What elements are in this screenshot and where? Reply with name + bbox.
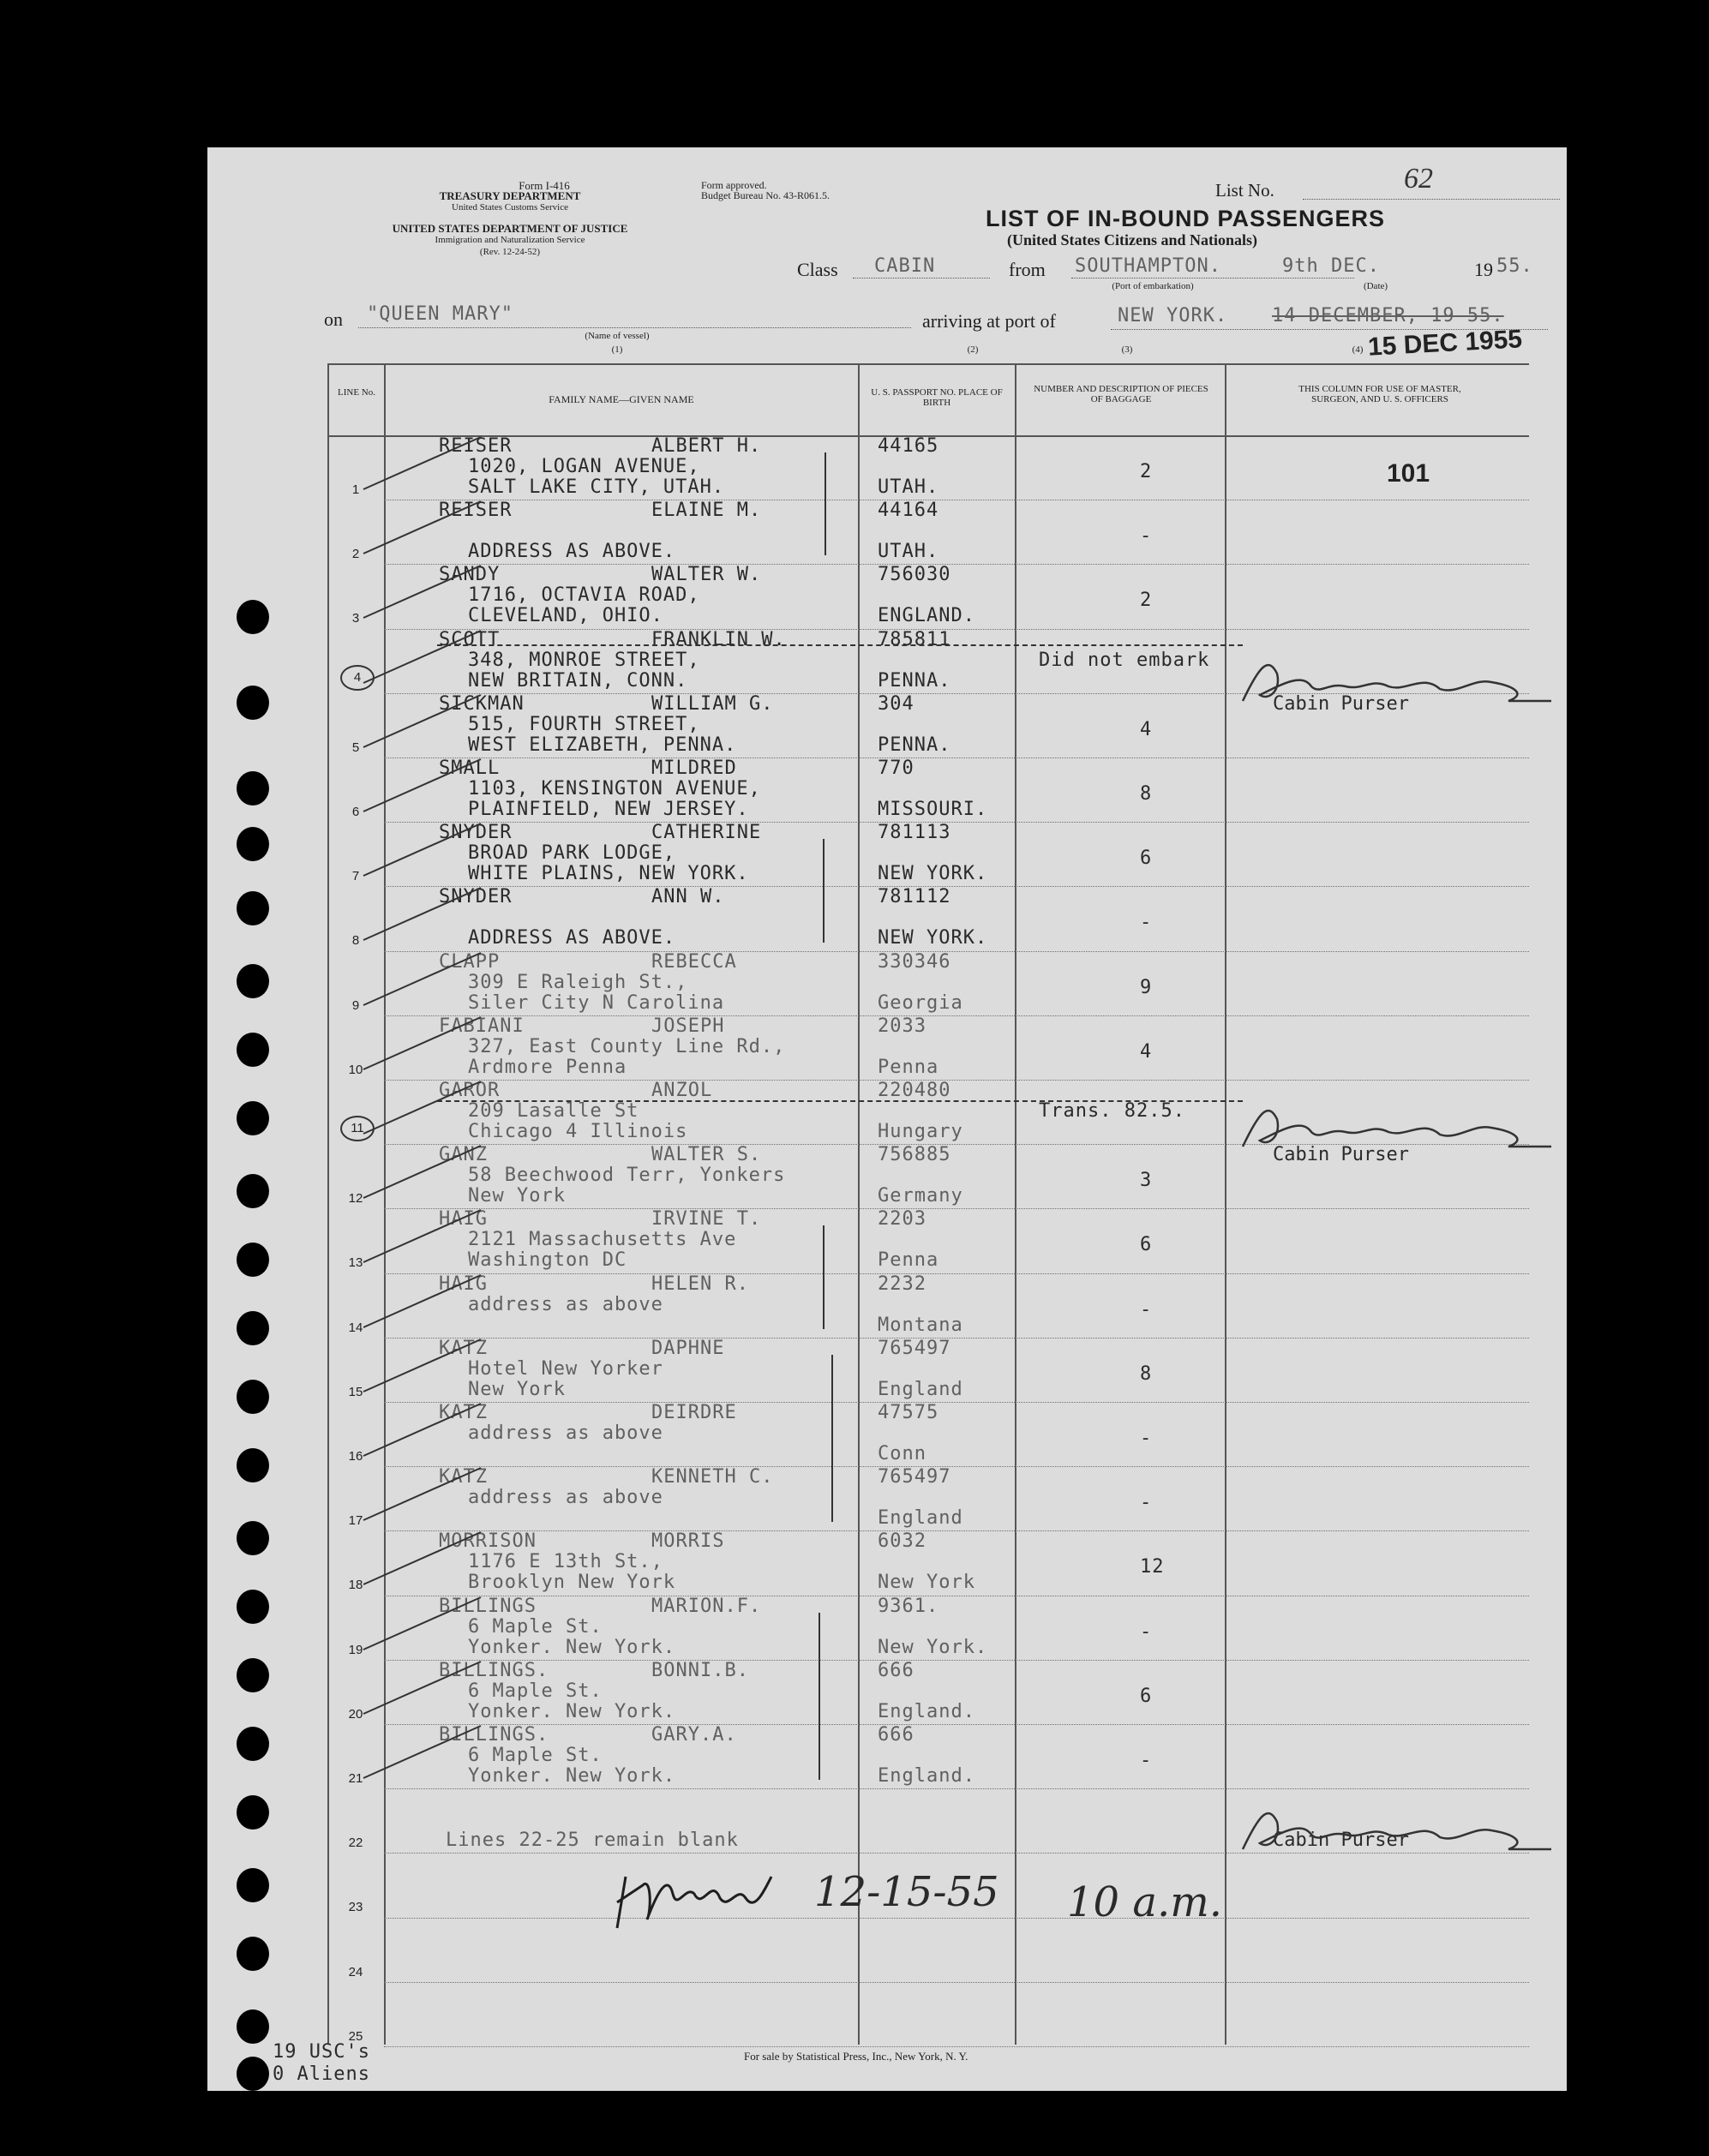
place-of-birth: Hungary [878, 1121, 963, 1142]
baggage-count: 9 [1140, 976, 1153, 998]
place-of-birth: UTAH. [878, 541, 939, 563]
header-baggage: NUMBER AND DESCRIPTION OF PIECES OF BAGGAGE [1034, 384, 1208, 404]
place-of-birth: Penna [878, 1249, 939, 1272]
given-name: JOSEPH [651, 1015, 725, 1037]
binder-hole [237, 1795, 269, 1830]
given-name: ELAINE M. [651, 500, 762, 522]
line-number: 3 [351, 611, 360, 626]
row-divider [384, 1466, 1529, 1467]
form-number: Form I-416 [519, 179, 570, 192]
tally-usc: 19 USC's [273, 2041, 370, 2063]
address-line-1: Hotel New Yorker [468, 1357, 663, 1380]
col2-note: (2) [967, 344, 979, 355]
binder-hole [237, 771, 269, 806]
family-name: KATZ [439, 1337, 488, 1359]
family-name: HAIG [439, 1273, 488, 1295]
given-name: FRANKLIN W. [651, 628, 786, 650]
given-name: DEIRDRE [651, 1402, 737, 1423]
family-bracket [825, 452, 830, 555]
place-of-birth: Georgia [878, 991, 963, 1014]
inspection-time-handwritten: 10 a.m. [1067, 1878, 1222, 1926]
line-number: 19 [348, 1642, 363, 1657]
binder-hole [237, 2057, 269, 2091]
from-note: (Port of embarkation) [1112, 281, 1194, 291]
family-name: CLAPP [439, 950, 501, 973]
address-line-1: 2121 Massachusetts Ave [468, 1229, 737, 1251]
binder-hole [237, 1448, 269, 1482]
vessel-note: (Name of vessel) [585, 331, 650, 341]
row-divider [384, 1982, 1529, 1983]
address-line-2: Yonker. New York. [468, 1636, 676, 1658]
binder-hole [237, 1101, 269, 1135]
given-name: REBECCA [651, 950, 737, 973]
port-value: NEW YORK. [1118, 305, 1228, 326]
passport-number: 304 [878, 692, 914, 715]
list-no-value: 62 [1404, 163, 1433, 195]
baggage-count: 6 [1140, 1685, 1153, 1707]
family-name: BILLINGS [439, 1595, 537, 1617]
baggage-count: 12 [1140, 1556, 1165, 1578]
line-number: 7 [351, 869, 360, 884]
binder-hole [237, 827, 269, 861]
address-line-2: Ardmore Penna [468, 1056, 627, 1078]
family-name: BILLINGS. [439, 1724, 549, 1746]
family-name: KATZ [439, 1466, 488, 1488]
inspector-signature [600, 1860, 789, 1937]
binder-hole [237, 1590, 269, 1624]
address-line-1: 515, FOURTH STREET, [468, 713, 700, 735]
address-line-2: New York [468, 1185, 566, 1207]
baggage-count: - [1140, 525, 1153, 548]
family-name: SNYDER [439, 886, 513, 908]
passport-number: 47575 [878, 1402, 939, 1423]
line-number: 12 [348, 1191, 363, 1207]
line-number: 4 [340, 665, 375, 691]
passport-number: 2033 [878, 1015, 926, 1037]
line-number: 1 [351, 482, 360, 497]
list-no-underline [1303, 199, 1560, 200]
family-bracket [831, 1355, 837, 1523]
baggage-count: - [1140, 1750, 1153, 1771]
passport-number: 220480 [878, 1080, 951, 1101]
address-line-2: New York [468, 1378, 566, 1400]
col1-note: (1) [611, 344, 623, 355]
baggage-col-divider [1225, 363, 1226, 2045]
passport-number: 6032 [878, 1530, 926, 1553]
family-name: KATZ [439, 1402, 488, 1423]
address-line-1: 1020, LOGAN AVENUE, [468, 456, 700, 477]
purser-signature [1234, 1796, 1560, 1865]
binder-hole [237, 686, 269, 720]
name-col-divider [858, 363, 860, 2045]
given-name: KENNETH C. [651, 1466, 774, 1488]
family-name: GAROR [439, 1080, 501, 1101]
given-name: CATHERINE [651, 822, 762, 844]
purser-signature [1234, 648, 1560, 716]
address-line-2: Washington DC [468, 1249, 627, 1272]
date-note: (Date) [1363, 281, 1388, 291]
address-line-1: 58 Beechwood Terr, Yonkers [468, 1165, 786, 1187]
line-col-divider [384, 363, 386, 2045]
family-name: BILLINGS. [439, 1659, 549, 1681]
strike-line-row-11 [437, 1100, 1243, 1102]
place-of-birth: MISSOURI. [878, 799, 988, 820]
officer-note: Cabin Purser [1273, 692, 1409, 715]
family-name: REISER [439, 500, 513, 522]
justice-department: UNITED STATES DEPARTMENT OF JUSTICE [392, 222, 628, 235]
address-line-2: Brooklyn New York [468, 1572, 676, 1594]
address-line-2: SALT LAKE CITY, UTAH. [468, 476, 725, 498]
table-left-border [327, 363, 329, 2045]
given-name: BONNI.B. [651, 1659, 749, 1681]
line-number: 22 [348, 1836, 363, 1851]
row-divider [384, 1015, 1529, 1016]
officer-note: Cabin Purser [1273, 1830, 1409, 1852]
family-bracket [823, 1225, 828, 1328]
date-value: 9th DEC. [1282, 255, 1380, 277]
place-of-birth: New York. [878, 1636, 988, 1658]
table-top-border [327, 363, 1529, 365]
address-line-1: 6 Maple St. [468, 1680, 603, 1702]
struck-arrival-date: 14 DECEMBER, 19 55. [1272, 305, 1504, 326]
address-line-2: Yonker. New York. [468, 1700, 676, 1722]
address-line-1: 6 Maple St. [468, 1615, 603, 1638]
baggage-count: 8 [1140, 1362, 1153, 1385]
place-of-birth: NEW YORK. [878, 927, 988, 949]
line-number: 23 [348, 1900, 363, 1915]
baggage-count: - [1140, 1298, 1153, 1321]
baggage-count: 2 [1140, 461, 1153, 482]
address-line-2: Chicago 4 Illinois [468, 1121, 688, 1142]
place-of-birth: England [878, 1507, 963, 1530]
vessel-underline [358, 327, 911, 328]
baggage-count: 4 [1140, 718, 1153, 740]
family-name: SMALL [439, 758, 501, 779]
place-of-birth: Conn [878, 1443, 926, 1464]
form-approved: Form approved. [701, 179, 767, 191]
line-number: 15 [348, 1384, 363, 1399]
line-number: 6 [351, 805, 360, 819]
row-divider [384, 1530, 1529, 1531]
place-of-birth: ENGLAND. [878, 605, 975, 627]
given-name: WALTER S. [651, 1144, 762, 1166]
address-line-2: CLEVELAND, OHIO. [468, 605, 663, 627]
row-divider [384, 1080, 1529, 1081]
passport-number: 9361. [878, 1595, 939, 1617]
binder-hole [237, 891, 269, 925]
address-line-1: address as above [468, 1293, 663, 1315]
line-number: 21 [348, 1771, 363, 1786]
row-divider [384, 629, 1529, 630]
place-of-birth: NEW YORK. [878, 863, 988, 885]
family-name: SCOTT [439, 628, 501, 650]
line-number: 20 [348, 1706, 363, 1722]
strike-line-row-4 [437, 644, 1243, 646]
binder-hole [237, 1658, 269, 1692]
row-divider [384, 564, 1529, 565]
address-line-1: 1716, OCTAVIA ROAD, [468, 584, 700, 607]
baggage-count: - [1140, 1428, 1153, 1449]
form-revision: (Rev. 12-24-52) [479, 247, 541, 257]
line-number: 5 [351, 740, 360, 755]
baggage-count: 6 [1140, 847, 1153, 870]
place-of-birth: Penna [878, 1056, 939, 1078]
line-number: 18 [348, 1578, 363, 1593]
family-name: MORRISON [439, 1530, 537, 1553]
header-line-no: LINE No. [338, 387, 375, 398]
row-divider [384, 1724, 1529, 1725]
officer-note: Cabin Purser [1273, 1144, 1409, 1166]
row-divider [384, 1660, 1529, 1661]
address-line-2: NEW BRITAIN, CONN. [468, 669, 688, 692]
given-name: MORRIS [651, 1530, 725, 1553]
given-name: HELEN R. [651, 1273, 749, 1295]
passport-number: 666 [878, 1724, 914, 1746]
passport-number: 2203 [878, 1208, 926, 1231]
binder-hole [237, 1868, 269, 1902]
passport-number: 666 [878, 1659, 914, 1681]
address-line-2: Siler City N Carolina [468, 991, 725, 1014]
family-name: HAIG [439, 1208, 488, 1231]
tally-aliens: 0 Aliens [273, 2063, 370, 2085]
ins-service: Immigration and Naturalization Service [435, 235, 585, 245]
address-line-2: WEST ELIZABETH, PENNA. [468, 734, 737, 756]
line-number: 11 [340, 1116, 375, 1141]
address-line-2: ADDRESS AS ABOVE. [468, 927, 676, 949]
address-line-1: 1103, KENSINGTON AVENUE, [468, 778, 761, 800]
passport-number: 781112 [878, 886, 951, 908]
passport-number: 44165 [878, 435, 939, 457]
family-bracket [819, 1613, 824, 1781]
arrival-date-stamp: 15 DEC 1955 [1367, 325, 1523, 362]
col3-note: (3) [1121, 344, 1133, 355]
baggage-count: - [1140, 1620, 1153, 1643]
family-name: SICKMAN [439, 692, 525, 715]
family-bracket [823, 839, 828, 942]
passport-number: 756030 [878, 564, 951, 586]
place-of-birth: PENNA. [878, 669, 951, 692]
baggage-count: 4 [1140, 1040, 1153, 1063]
class-value: CABIN [874, 255, 936, 277]
passport-number: 765497 [878, 1337, 951, 1359]
row-divider [384, 1788, 1529, 1789]
line-number: 2 [351, 547, 360, 562]
from-label: from [1009, 259, 1046, 280]
address-line-2: PLAINFIELD, NEW JERSEY. [468, 799, 749, 820]
address-line-1: 348, MONROE STREET, [468, 649, 700, 671]
baggage-count: - [1140, 1492, 1153, 1514]
line-number: 16 [348, 1449, 363, 1464]
baggage-count: 8 [1140, 783, 1153, 805]
budget-bureau: Budget Bureau No. 43-R061.5. [701, 189, 830, 201]
passport-col-divider [1015, 363, 1016, 2045]
binder-hole [237, 600, 269, 634]
address-line-1: BROAD PARK LODGE, [468, 842, 676, 865]
purser-signature [1234, 1093, 1560, 1162]
line-number: 14 [348, 1320, 363, 1335]
line-number: 10 [348, 1062, 363, 1077]
baggage-count: 2 [1140, 590, 1153, 612]
address-line-1: 209 Lasalle St [468, 1100, 639, 1122]
passport-number: 781113 [878, 822, 951, 844]
passport-number: 785811 [878, 628, 951, 650]
given-name: ANN W. [651, 886, 725, 908]
treasury-department: TREASURY DEPARTMENT [439, 189, 581, 202]
binder-hole [237, 1380, 269, 1414]
place-of-birth: England [878, 1378, 963, 1400]
row-divider [384, 1338, 1529, 1339]
baggage-count: 3 [1140, 1170, 1153, 1192]
passport-number: 44164 [878, 500, 939, 522]
year-value: 55. [1496, 255, 1533, 277]
baggage-count: Trans. 82.5. [1039, 1100, 1185, 1122]
binder-hole [237, 1033, 269, 1067]
passport-number: 330346 [878, 950, 951, 973]
header-passport: U. S. PASSPORT NO. PLACE OF BIRTH [871, 387, 1003, 408]
family-name: GANZ [439, 1144, 488, 1166]
address-line-1: 309 E Raleigh St., [468, 971, 688, 993]
class-label: Class [797, 259, 838, 280]
binder-hole [237, 1937, 269, 1971]
address-line-1: 327, East County Line Rd., [468, 1035, 786, 1057]
given-name: WILLIAM G. [651, 692, 774, 715]
address-line-2: WHITE PLAINS, NEW YORK. [468, 863, 749, 885]
list-no-label: List No. [1215, 180, 1274, 201]
given-name: ANZOL [651, 1080, 713, 1101]
address-line-2: Lines 22-25 remain blank [446, 1830, 739, 1852]
given-name: MILDRED [651, 758, 737, 779]
row-divider [384, 951, 1529, 952]
form-title: LIST OF IN-BOUND PASSENGERS [986, 206, 1386, 231]
form-subtitle: (United States Citizens and Nationals) [1007, 231, 1258, 249]
passport-number: 2232 [878, 1273, 926, 1295]
row-divider [384, 1402, 1529, 1403]
binder-hole [237, 1243, 269, 1277]
address-line-1: address as above [468, 1422, 663, 1444]
line-number: 8 [351, 933, 360, 949]
address-line-2: Yonker. New York. [468, 1765, 676, 1787]
header-family-name: FAMILY NAME—GIVEN NAME [549, 393, 694, 405]
address-line-1: 6 Maple St. [468, 1745, 603, 1766]
family-name: REISER [439, 435, 513, 457]
arriving-label: arriving at port of [922, 310, 1056, 332]
line-number: 9 [351, 997, 360, 1013]
place-of-birth: UTAH. [878, 476, 939, 498]
address-line-1: address as above [468, 1487, 663, 1509]
place-of-birth: England. [878, 1700, 975, 1722]
row-divider [384, 886, 1529, 887]
given-name: WALTER W. [651, 564, 762, 586]
family-name: SNYDER [439, 822, 513, 844]
line-number: 24 [348, 1964, 363, 1979]
year-prefix: 19 [1474, 259, 1493, 280]
family-name: SANDY [439, 564, 501, 586]
line-number: 25 [348, 2028, 363, 2044]
row-divider [384, 1273, 1529, 1274]
given-name: DAPHNE [651, 1337, 725, 1359]
binder-hole [237, 2009, 269, 2044]
vessel-name: "QUEEN MARY" [367, 303, 513, 325]
given-name: ALBERT H. [651, 435, 762, 457]
baggage-count: 6 [1140, 1234, 1153, 1256]
row-divider [384, 2046, 1529, 2047]
officer-note: 101 [1387, 459, 1430, 488]
col4-note: (4) [1352, 344, 1364, 355]
baggage-count: Did not embark [1039, 649, 1210, 671]
family-name: FABIANI [439, 1015, 525, 1037]
place-of-birth: New York [878, 1572, 975, 1594]
baggage-count: - [1140, 912, 1153, 934]
given-name: MARION.F. [651, 1595, 762, 1617]
place-of-birth: PENNA. [878, 734, 951, 756]
line-number: 17 [348, 1513, 363, 1529]
address-line-1: 1176 E 13th St., [468, 1551, 663, 1573]
place-of-birth: England. [878, 1765, 975, 1787]
binder-hole [237, 1174, 269, 1208]
passport-number: 770 [878, 758, 914, 779]
customs-service: United States Customs Service [452, 202, 568, 213]
from-value: SOUTHAMPTON. [1075, 255, 1221, 277]
row-divider [384, 822, 1529, 823]
passport-number: 765497 [878, 1466, 951, 1488]
row-divider [384, 1208, 1529, 1209]
binder-hole [237, 1727, 269, 1761]
row-divider [384, 1918, 1529, 1919]
binder-hole [237, 1521, 269, 1555]
footer-printer: For sale by Statistical Press, Inc., New York, N. Y. [744, 2050, 968, 2063]
place-of-birth: Montana [878, 1314, 963, 1336]
address-line-2: ADDRESS AS ABOVE. [468, 541, 676, 563]
inspection-date-handwritten: 12-15-55 [814, 1868, 999, 1916]
given-name: IRVINE T. [651, 1208, 762, 1231]
passport-number: 756885 [878, 1144, 951, 1166]
on-label: on [324, 308, 343, 330]
line-number: 13 [348, 1255, 363, 1271]
place-of-birth: Germany [878, 1185, 963, 1207]
binder-hole [237, 1311, 269, 1345]
header-officers: THIS COLUMN FOR USE OF MASTER, SURGEON, AND U. S. OFFICERS [1298, 384, 1461, 404]
binder-hole [237, 964, 269, 998]
given-name: GARY.A. [651, 1724, 737, 1746]
